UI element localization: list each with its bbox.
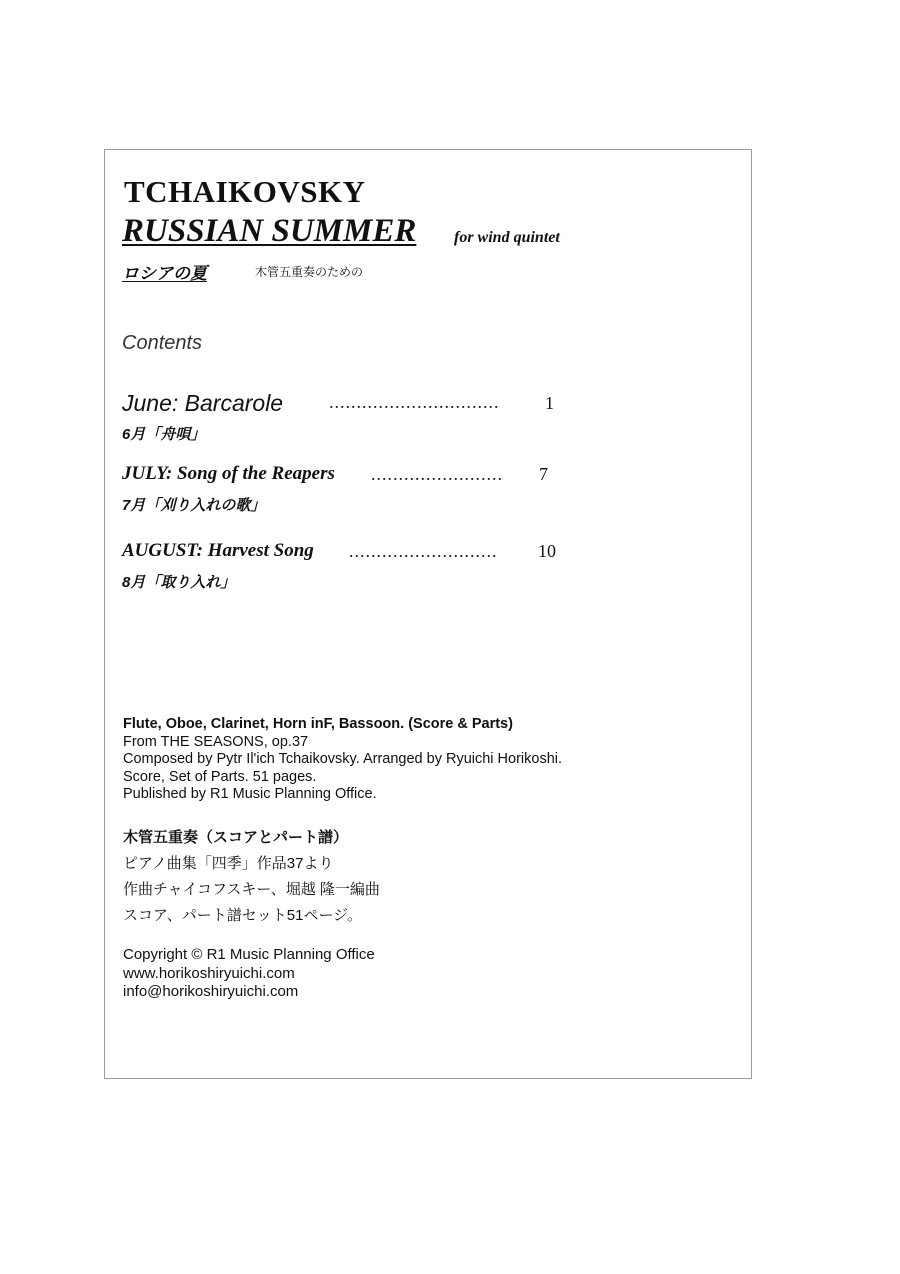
publication-info <box>123 716 562 804</box>
copyright-notice: Copyright © R1 Music Planning Office <box>123 946 375 963</box>
japanese-subtitle: 木管五重奏のための <box>255 265 364 279</box>
japanese-title: ロシアの夏 <box>122 264 207 283</box>
copyright-block <box>123 946 375 1002</box>
email-link[interactable]: info@horikoshiryuichi.com <box>123 983 299 1000</box>
contents-item-japanese: 7月「刈り入れの歌」 <box>122 497 266 514</box>
contents-item-title[interactable]: AUGUST: Harvest Song <box>122 540 314 561</box>
japanese-credits-text: 作曲チャイコフスキー、堀越 隆一編曲 <box>123 881 380 898</box>
contents-item-page: 1 <box>545 393 554 413</box>
title-page-frame <box>104 149 752 1079</box>
contents-item-page: 7 <box>539 464 548 484</box>
work-subtitle: for wind quintet <box>454 229 560 246</box>
composer-name: TCHAIKOVSKY <box>124 174 366 209</box>
contents-item-title[interactable]: JULY: Song of the Reapers <box>122 463 335 484</box>
credits-text: Composed by Pytr Il'ich Tchaikovsky. Arranged by Ryuichi Horikoshi. <box>123 751 563 767</box>
instrumentation-text: Flute, Oboe, Clarinet, Horn inF, Bassoon. (Score & Parts) <box>123 716 513 732</box>
contents-item-leader: ............................... <box>329 392 500 412</box>
japanese-source-text: ピアノ曲集「四季」作品37より <box>123 855 334 872</box>
japanese-format-text: スコア、パート譜セット51ページ。 <box>123 907 362 924</box>
work-title: RUSSIAN SUMMER <box>122 213 417 249</box>
source-text: From THE SEASONS, op.37 <box>123 733 309 750</box>
contents-item-japanese: 6月「舟唄」 <box>122 426 206 443</box>
publisher-text: Published by R1 Music Planning Office. <box>123 786 377 802</box>
contents-item-leader: ........................ <box>371 464 503 484</box>
contents-item-title[interactable]: June: Barcarole <box>122 390 284 416</box>
contents-item-leader: ........................... <box>349 541 498 561</box>
format-text: Score, Set of Parts. 51 pages. <box>123 768 317 785</box>
website-link[interactable]: www.horikoshiryuichi.com <box>123 964 295 982</box>
contents-item-japanese: 8月「取り入れ」 <box>122 574 236 591</box>
japanese-instrumentation-text: 木管五重奏（スコアとパート譜） <box>123 829 349 846</box>
contents-item-page: 10 <box>538 541 556 561</box>
contents-heading: Contents <box>122 332 203 354</box>
japanese-publication-info <box>123 825 380 929</box>
